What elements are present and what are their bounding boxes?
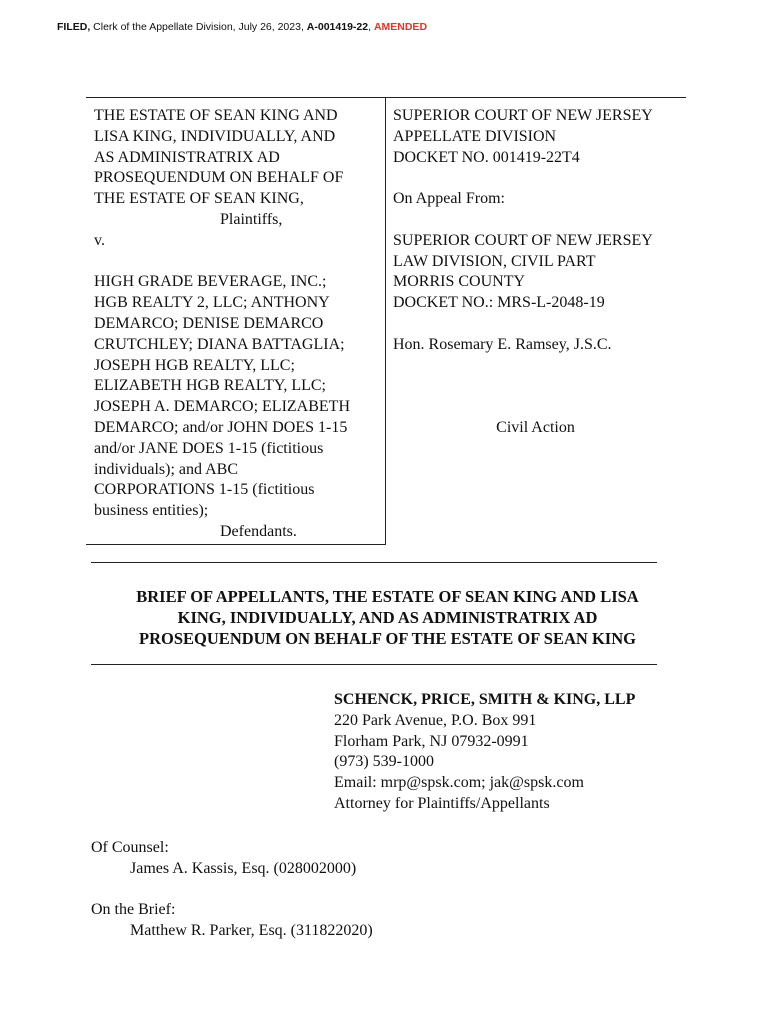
defendant-line: ELIZABETH HGB REALTY, LLC;: [94, 377, 326, 395]
lower-court-line: LAW DIVISION, CIVIL PART: [393, 252, 596, 270]
party-line: PROSEQUENDUM ON BEHALF OF: [94, 169, 344, 187]
court-line: DOCKET NO. 001419-22T4: [393, 148, 580, 166]
defendant-line: DEMARCO; DENISE DEMARCO: [94, 314, 324, 332]
firm-email: Email: mrp@spsk.com; jak@spsk.com: [334, 774, 584, 792]
caption-top-rule: [86, 97, 686, 98]
party-line: AS ADMINISTRATRIX AD: [94, 148, 280, 166]
plaintiffs-label: Plaintiffs,: [220, 210, 283, 228]
caption-parties: [94, 106, 386, 543]
party-line: THE ESTATE OF SEAN KING AND: [94, 107, 338, 124]
lower-court-line: DOCKET NO.: MRS-L-2048-19: [393, 294, 605, 312]
firm-role: Attorney for Plaintiffs/Appellants: [334, 794, 550, 812]
filed-label: FILED,: [57, 21, 91, 33]
firm-phone: (973) 539-1000: [334, 753, 434, 771]
caption-court: [393, 106, 693, 439]
defendant-line: individuals); and ABC: [94, 460, 238, 478]
party-line: THE ESTATE OF SEAN KING,: [94, 190, 304, 208]
firm-name: SCHENCK, PRICE, SMITH & KING, LLP: [334, 691, 636, 708]
defendant-line: JOSEPH HGB REALTY, LLC;: [94, 356, 295, 374]
civil-action-label: Civil Action: [496, 418, 575, 436]
caption-bottom-rule: [86, 544, 386, 545]
of-counsel-label: Of Counsel:: [91, 839, 169, 856]
defendant-line: JOSEPH A. DEMARCO; ELIZABETH: [94, 398, 351, 416]
lower-court-line: SUPERIOR COURT OF NEW JERSEY: [393, 231, 653, 249]
brief-title: [90, 586, 685, 649]
title-rule-top: [91, 562, 657, 563]
defendant-line: and/or JANE DOES 1-15 (fictitious: [94, 439, 324, 457]
court-line: APPELLATE DIVISION: [393, 127, 557, 145]
title-rule-bottom: [91, 664, 657, 665]
defendant-line: DEMARCO; and/or JOHN DOES 1-15: [94, 418, 348, 436]
stamp-separator: ,: [368, 21, 374, 33]
defendant-line: CORPORATIONS 1-15 (fictitious: [94, 481, 315, 499]
firm-address-line2: Florham Park, NJ 07932-0991: [334, 732, 529, 750]
of-counsel-name: James A. Kassis, Esq. (028002000): [130, 859, 357, 877]
appellate-docket: A-001419-22: [306, 21, 369, 33]
appeal-from-label: On Appeal From:: [393, 190, 505, 208]
defendant-line: CRUTCHLEY; DIANA BATTAGLIA;: [94, 335, 345, 353]
firm-block: [334, 690, 635, 815]
versus: v.: [94, 231, 105, 249]
filing-stamp: [57, 21, 427, 33]
amended-badge: AMENDED: [373, 21, 428, 33]
brief-title-line: KING, INDIVIDUALLY, AND AS ADMINISTRATRIX AD: [177, 608, 598, 627]
party-line: LISA KING, INDIVIDUALLY, AND: [94, 127, 336, 145]
clerk-text: Clerk of the Appellate Division, July 26, 2023,: [90, 21, 307, 33]
on-brief-name: Matthew R. Parker, Esq. (311822020): [130, 922, 373, 940]
counsel-block: [91, 838, 373, 942]
defendant-line: HGB REALTY 2, LLC; ANTHONY: [94, 294, 330, 312]
lower-court-line: MORRIS COUNTY: [393, 273, 526, 291]
court-line: SUPERIOR COURT OF NEW JERSEY: [393, 107, 653, 124]
defendants-label: Defendants.: [220, 522, 297, 540]
on-brief-label: On the Brief:: [91, 901, 176, 919]
judge-name: Hon. Rosemary E. Ramsey, J.S.C.: [393, 335, 612, 353]
firm-address-line1: 220 Park Avenue, P.O. Box 991: [334, 711, 537, 729]
defendant-line: HIGH GRADE BEVERAGE, INC.;: [94, 273, 327, 291]
brief-title-line: BRIEF OF APPELLANTS, THE ESTATE OF SEAN KING AND LISA: [136, 587, 639, 606]
brief-title-line: PROSEQUENDUM ON BEHALF OF THE ESTATE OF SEAN KING: [139, 629, 636, 648]
defendant-line: business entities);: [94, 502, 209, 520]
